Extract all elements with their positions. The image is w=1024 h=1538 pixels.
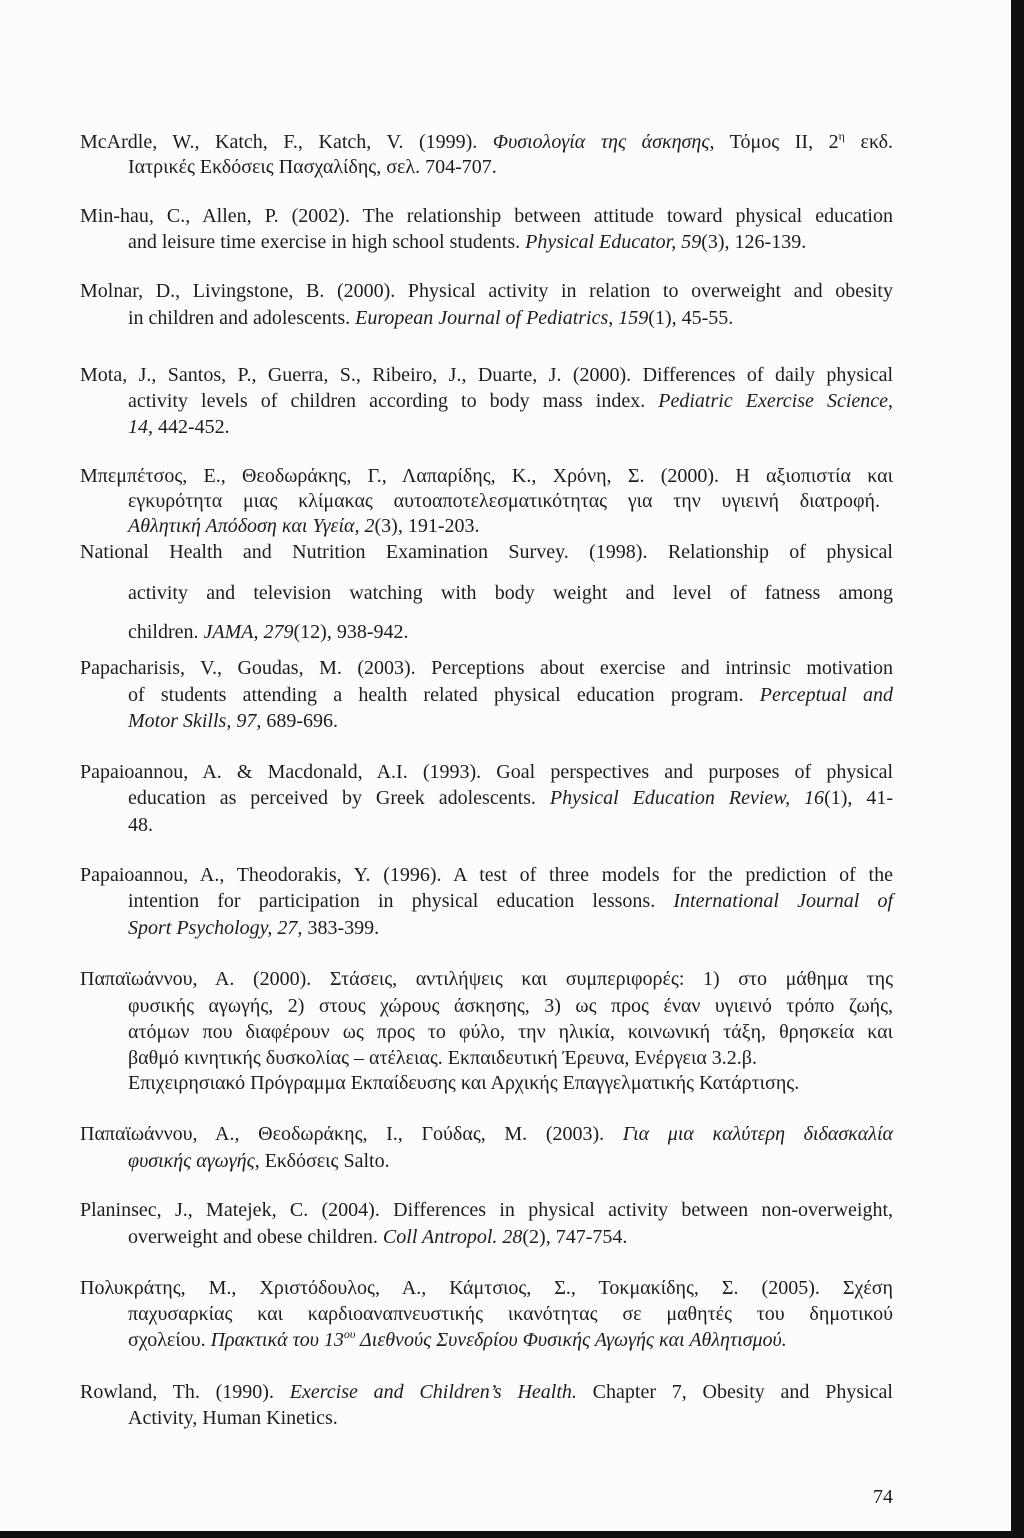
reference-line — [128, 813, 893, 837]
reference-text: overweight and obese children. — [128, 1226, 383, 1248]
reference-text: Papacharisis, V., Goudas, M. (2003). Perceptions about exercise and intrinsic motivation — [80, 657, 893, 679]
reference-line — [80, 760, 893, 784]
reference-text: Papaioannou, A., Theodorakis, Y. (1996). A test of three models for the prediction of the — [80, 864, 893, 886]
superscript: ου — [343, 1327, 356, 1341]
reference-text: (1), 41- — [824, 787, 893, 809]
source-title: Coll Antropol. 28 — [382, 1226, 523, 1248]
reference-line — [128, 1328, 893, 1352]
source-title: International Journal of — [673, 890, 893, 912]
source-title: φυσικής αγωγής — [128, 1150, 255, 1172]
source-title: Sport Psychology, 27, — [128, 917, 303, 939]
reference-line — [128, 620, 893, 644]
source-title: JAMA, 279 — [203, 621, 294, 643]
reference-line — [128, 389, 893, 413]
reference-text: εγκυρότητα μιας κλίμακας αυτοαποτελεσματικότητας για την υγιεινή διατροφή. — [128, 490, 880, 512]
reference-line — [128, 1406, 893, 1430]
reference-line — [128, 155, 893, 179]
reference-text: Επιχειρησιακό Πρόγραμμα Εκπαίδευσης και Αρχικής Επαγγελματικής Κατάρτισης. — [128, 1072, 800, 1094]
reference-text: (2), 747-754. — [522, 1226, 628, 1248]
source-title: Διεθνούς Συνεδρίου Φυσικής Αγωγής και Αθλητισμού. — [355, 1329, 787, 1351]
reference-line — [128, 1071, 893, 1095]
reference-line — [80, 204, 893, 228]
reference-text: Chapter 7, Obesity and Physical — [576, 1381, 893, 1403]
reference-line — [80, 1198, 893, 1222]
reference-line — [80, 130, 893, 154]
reference-text: National Health and Nutrition Examination Survey. (1998). Relationship of physical — [80, 541, 893, 563]
source-title: Perceptual and — [759, 684, 893, 706]
reference-text: and leisure time exercise in high school students. — [128, 231, 526, 253]
reference-line — [80, 967, 893, 991]
reference-text: , Εκδόσεις Salto. — [254, 1150, 390, 1172]
reference-text: βαθμό κινητικής δυσκολίας – ατέλειας. Εκπαιδευτική Έρευνα, Ενέργεια 3.2.β. — [128, 1047, 757, 1069]
source-title: Για μια καλύτερη διδασκαλία — [622, 1123, 893, 1145]
page-number: 74 — [873, 1486, 893, 1508]
reference-text: Ιατρικές Εκδόσεις Πασχαλίδης, σελ. 704-707. — [128, 156, 497, 178]
reference-text: Min-hau, C., Allen, P. (2002). The relationship between attitude toward physical education — [80, 205, 893, 227]
reference-text: (12), 938-942. — [293, 621, 409, 643]
source-title: Exercise and Children’s Health. — [289, 1381, 577, 1403]
reference-text: Πολυκράτης, Μ., Χριστόδουλος, Α., Κάμτσιος, Σ., Τοκμακίδης, Σ. (2005). Σχέση — [80, 1277, 893, 1299]
reference-text: (1), 45-55. — [648, 307, 734, 329]
reference-line — [128, 230, 893, 254]
reference-text: activity levels of children according to body mass index. — [128, 390, 659, 412]
reference-line — [128, 514, 893, 538]
reference-line — [128, 916, 893, 940]
reference-line — [128, 415, 893, 439]
reference-text: Molnar, D., Livingstone, B. (2000). Physical activity in relation to overweight and obesity — [80, 280, 893, 302]
reference-text: in children and adolescents. — [128, 307, 356, 329]
reference-text: activity and television watching with body weight and level of fatness among — [128, 582, 893, 604]
reference-text: 383-399. — [302, 917, 380, 939]
reference-line — [128, 1302, 893, 1326]
reference-line — [128, 709, 893, 733]
source-title: Αθλητική Απόδοση και Υγεία, 2 — [128, 515, 375, 537]
reference-text: intention for participation in physical education lessons. — [128, 890, 674, 912]
reference-text: 689-696. — [261, 710, 339, 732]
source-title: European Journal of Pediatrics, 159 — [355, 307, 649, 329]
reference-line — [80, 464, 893, 488]
source-title: Pediatric Exercise Science, — [658, 390, 894, 412]
reference-line — [128, 683, 893, 707]
reference-text: παχυσαρκίας και καρδιοαναπνευστικής ικανότητας σε μαθητές του δημοτικού — [128, 1303, 893, 1325]
reference-line — [80, 363, 893, 387]
reference-text: Mota, J., Santos, P., Guerra, S., Ribeiro, J., Duarte, J. (2000). Differences of daily physical — [80, 364, 893, 386]
reference-text: Planinsec, J., Matejek, C. (2004). Differences in physical activity between non-overweight, — [80, 1199, 893, 1221]
reference-text: (3), 126-139. — [701, 231, 807, 253]
reference-line — [80, 279, 893, 303]
source-title: Φυσιολογία της άσκησης — [492, 131, 710, 153]
reference-line — [128, 489, 880, 513]
reference-text: McArdle, W., Katch, F., Katch, V. (1999). — [80, 131, 493, 153]
reference-line — [128, 994, 893, 1018]
superscript: η — [838, 129, 845, 143]
reference-text: 48. — [128, 814, 153, 836]
reference-text: education as perceived by Greek adolescents. — [128, 787, 550, 809]
reference-line — [128, 1149, 893, 1173]
reference-line — [128, 1225, 893, 1249]
reference-text: Rowland, Th. (1990). — [80, 1381, 290, 1403]
reference-text: εκδ. — [844, 131, 894, 153]
reference-text: of students attending a health related physical education program. — [128, 684, 760, 706]
reference-line — [128, 1020, 893, 1044]
reference-line — [80, 1276, 893, 1300]
source-title: Πρακτικά του 13 — [210, 1329, 344, 1351]
reference-text: φυσικής αγωγής, 2) στους χώρους άσκησης, 3) ως προς έναν υγιεινό τρόπο ζωής, — [128, 995, 893, 1017]
reference-text: Papaioannou, A. & Macdonald, A.I. (1993). Goal perspectives and purposes of physical — [80, 761, 893, 783]
reference-line — [128, 306, 893, 330]
reference-text: Activity, Human Kinetics. — [128, 1407, 338, 1429]
reference-line — [128, 786, 893, 810]
reference-line — [80, 656, 893, 680]
source-title: Motor Skills, 97, — [128, 710, 262, 732]
reference-line — [128, 1046, 893, 1070]
reference-text: σχολείου. — [128, 1329, 211, 1351]
source-title: Physical Educator, 59 — [525, 231, 702, 253]
reference-text: children. — [128, 621, 204, 643]
reference-line — [80, 1380, 893, 1404]
reference-text: Παπαϊωάννου, Α., Θεοδωράκης, Ι., Γούδας, Μ. (2003). — [80, 1123, 623, 1145]
reference-line — [80, 863, 893, 887]
reference-line — [80, 540, 893, 564]
source-title: Physical Education Review, 16 — [549, 787, 825, 809]
reference-text: (3), 191-203. — [374, 515, 480, 537]
reference-text: , Τόμος ΙΙ, 2 — [709, 131, 839, 153]
source-title: 14, — [128, 416, 153, 438]
reference-line — [128, 889, 893, 913]
reference-text: Παπαϊωάννου, Α. (2000). Στάσεις, αντιλήψεις και συμπεριφορές: 1) στο μάθημα της — [80, 968, 893, 990]
reference-line — [80, 1122, 893, 1146]
reference-text: ατόμων που διαφέρουν ως προς το φύλο, την ηλικία, κοινωνική τάξη, θρησκεία και — [128, 1021, 893, 1043]
reference-line — [128, 581, 893, 605]
reference-text: Μπεμπέτσος, Ε., Θεοδωράκης, Γ., Λαπαρίδης, Κ., Χρόνη, Σ. (2000). Η αξιοπιστία και — [80, 465, 893, 487]
reference-text: 442-452. — [153, 416, 230, 438]
